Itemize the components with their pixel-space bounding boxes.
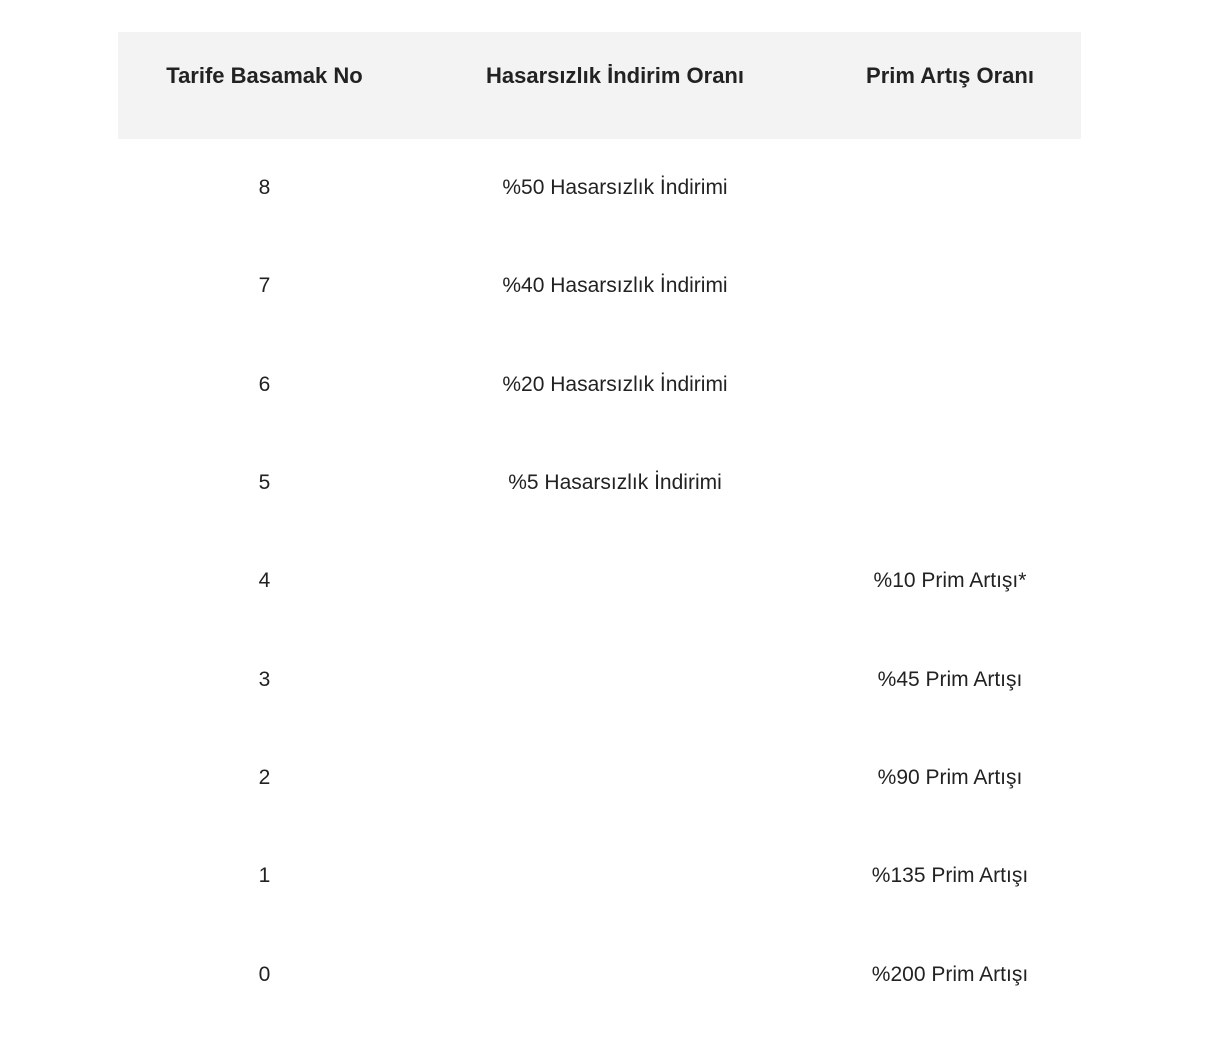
cell-discount <box>411 630 819 728</box>
cell-discount: %20 Hasarsızlık İndirimi <box>502 372 728 396</box>
table-row <box>118 139 1081 237</box>
cell-step-no: 8 <box>258 176 271 200</box>
cell-discount <box>411 532 819 630</box>
table-row <box>118 630 1081 728</box>
table-row <box>118 237 1081 335</box>
header-row <box>118 32 1081 139</box>
cell-discount: %50 Hasarsızlık İndirimi <box>502 176 728 200</box>
cell-step-no: 6 <box>258 372 271 396</box>
cell-step-no: 1 <box>258 864 271 888</box>
cell-increase: %200 Prim Artışı <box>871 962 1029 986</box>
cell-increase <box>819 237 1081 335</box>
cell-increase <box>819 139 1081 237</box>
table-row <box>118 827 1081 925</box>
cell-increase <box>819 434 1081 532</box>
table-header <box>118 32 1081 139</box>
cell-increase: %135 Prim Artışı <box>871 864 1029 888</box>
table-row <box>118 925 1081 1023</box>
cell-discount <box>411 827 819 925</box>
header-no-claim-discount-rate: Hasarsızlık İndirim Oranı <box>411 32 819 139</box>
table-row <box>118 336 1081 434</box>
cell-discount <box>411 729 819 827</box>
tariff-step-table <box>118 32 1081 1024</box>
table-row <box>118 729 1081 827</box>
table-row <box>118 532 1081 630</box>
cell-increase: %45 Prim Artışı <box>877 667 1023 691</box>
cell-step-no: 2 <box>258 765 271 789</box>
table-body <box>118 139 1081 1024</box>
cell-step-no: 5 <box>258 471 271 495</box>
cell-increase: %90 Prim Artışı <box>877 765 1023 789</box>
tariff-table-container <box>118 32 1081 1024</box>
header-premium-increase-rate: Prim Artış Oranı <box>819 32 1081 139</box>
cell-step-no: 4 <box>258 569 271 593</box>
cell-discount: %40 Hasarsızlık İndirimi <box>502 274 728 298</box>
header-tariff-step-no: Tarife Basamak No <box>118 32 411 139</box>
table-row <box>118 434 1081 532</box>
cell-increase: %10 Prim Artışı* <box>873 569 1027 593</box>
cell-step-no: 3 <box>258 667 271 691</box>
cell-step-no: 0 <box>258 962 271 986</box>
cell-increase <box>819 336 1081 434</box>
cell-discount: %5 Hasarsızlık İndirimi <box>508 471 722 495</box>
cell-discount <box>411 925 819 1023</box>
cell-step-no: 7 <box>258 274 271 298</box>
